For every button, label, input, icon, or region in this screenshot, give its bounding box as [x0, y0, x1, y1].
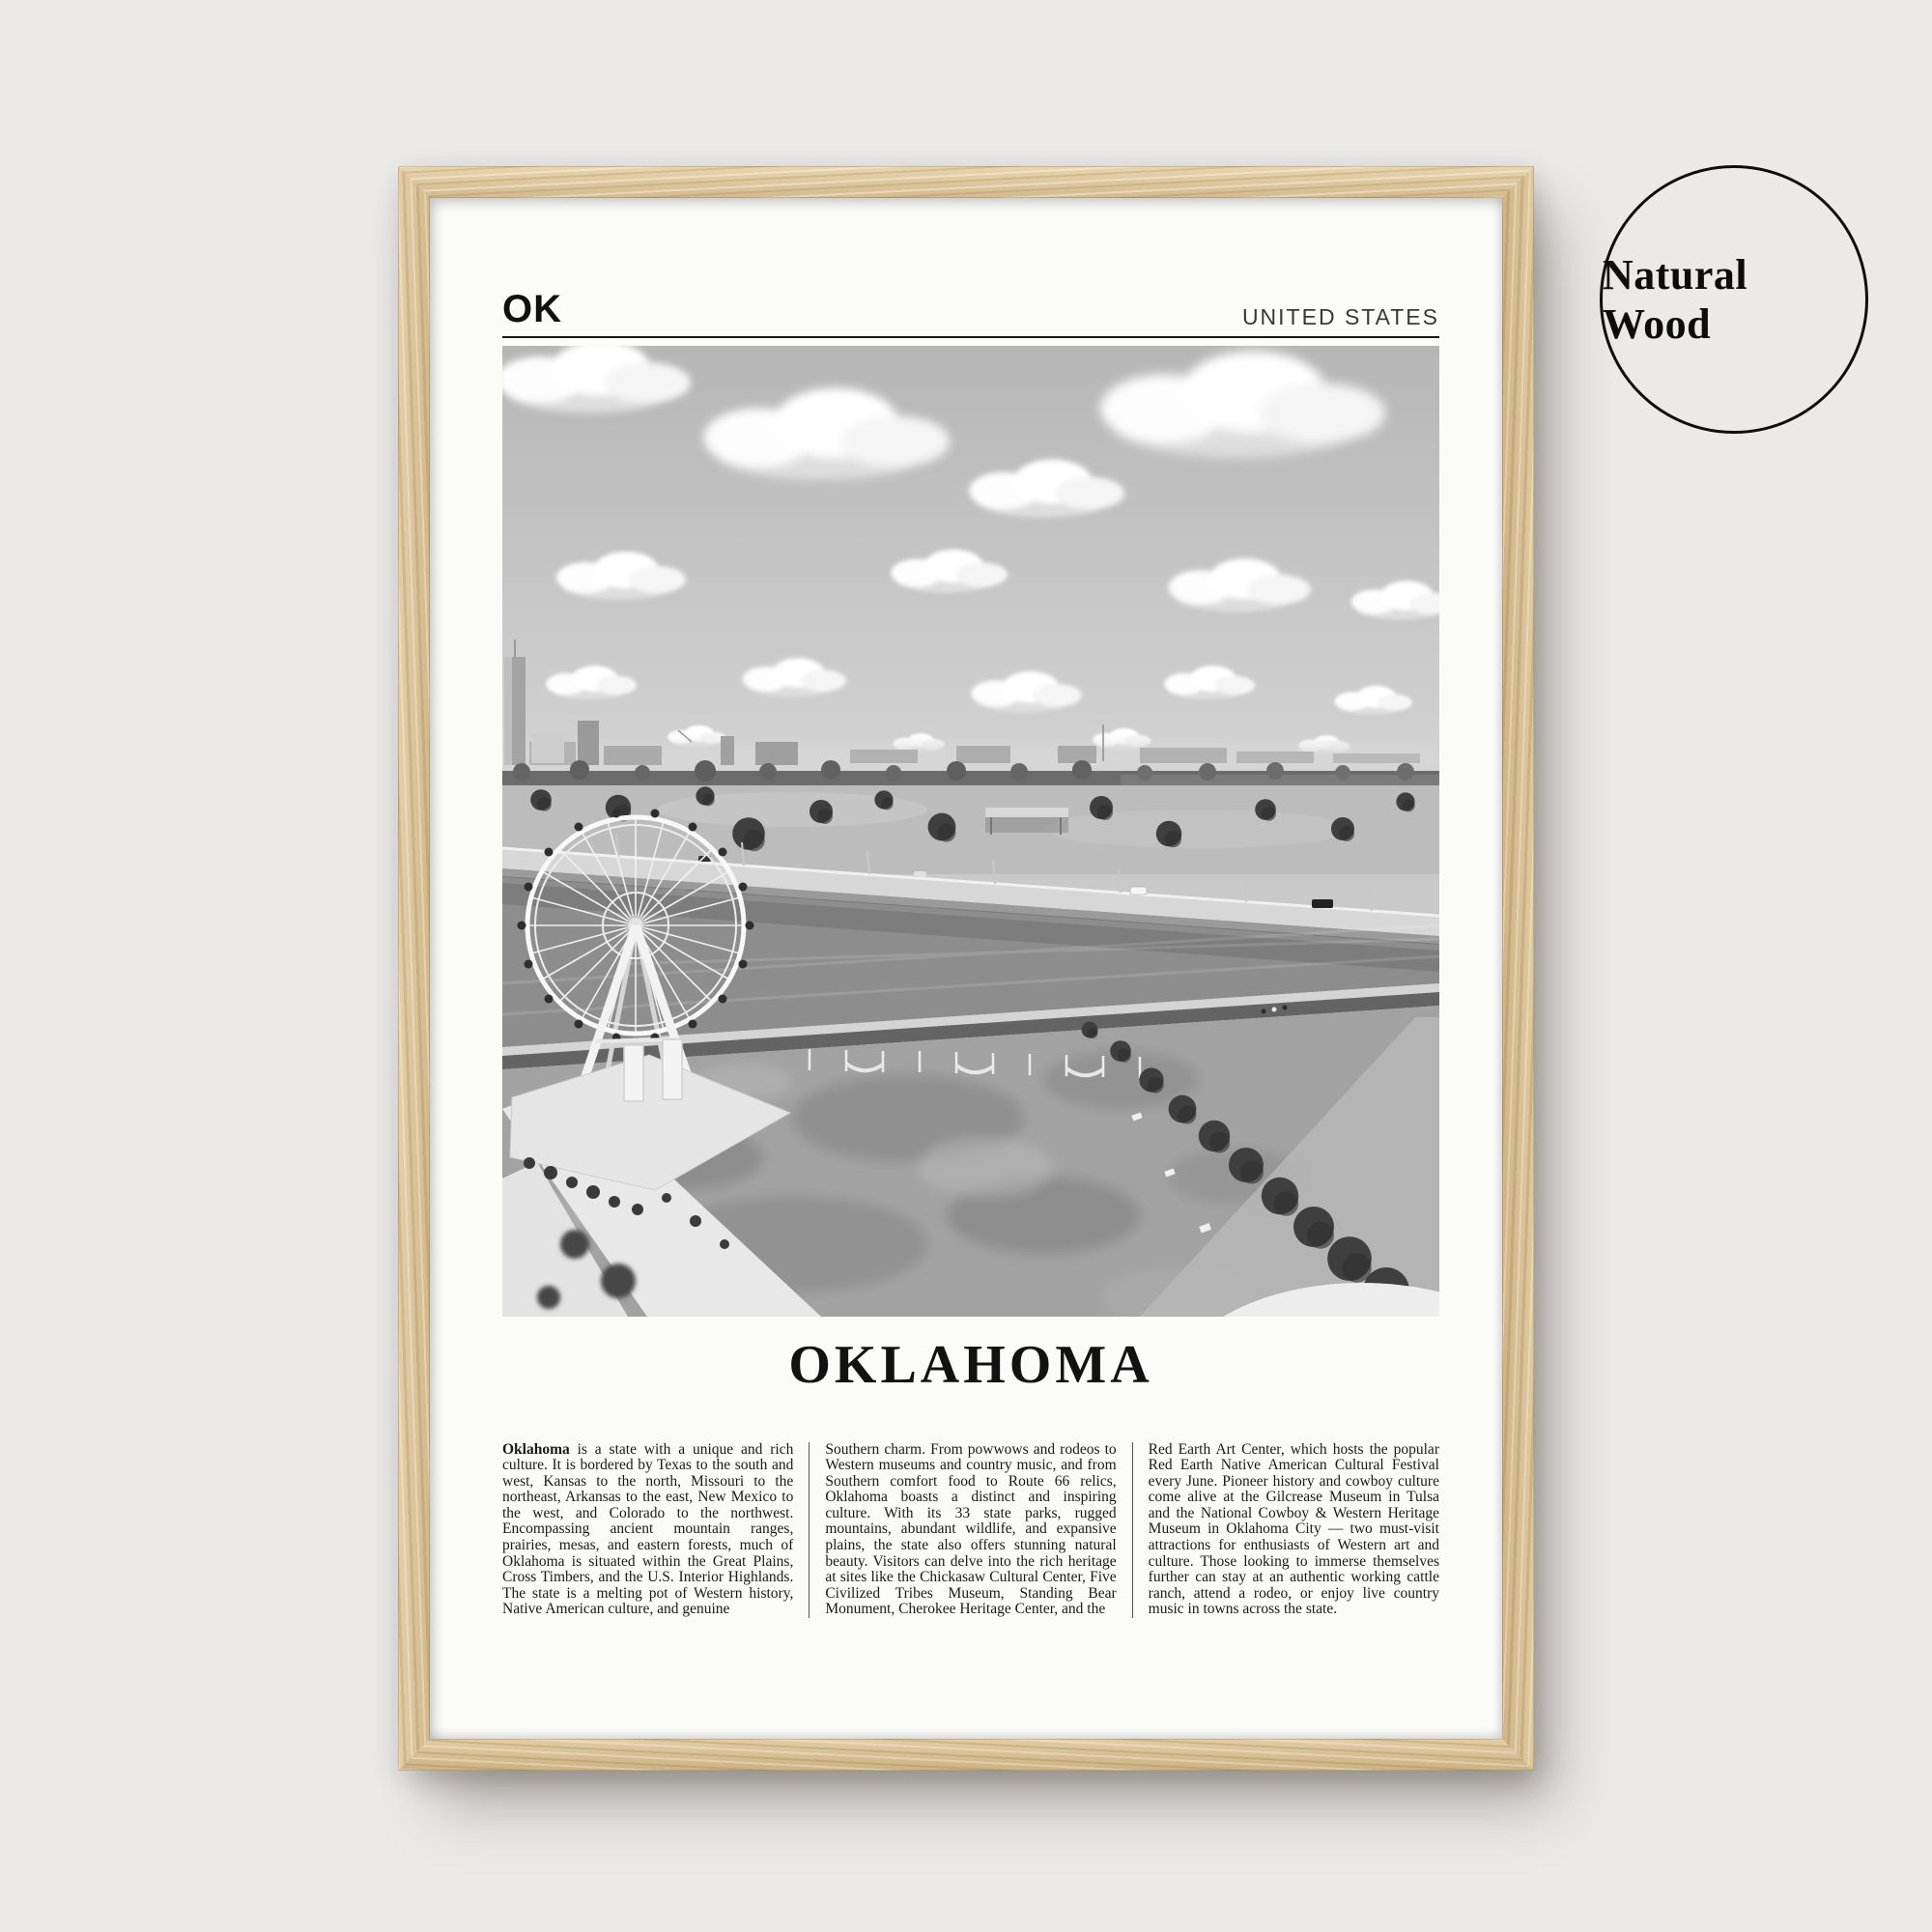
picture-frame [398, 166, 1534, 1771]
poster-body-columns [502, 1427, 1439, 1634]
poster-photo [502, 346, 1439, 1317]
sky-clouds [502, 346, 1439, 781]
frame-wood-right [1502, 166, 1534, 1771]
body-column-2 [809, 1442, 1132, 1619]
column-1-text: is a state with a unique and rich culture. It is bordered by Texas to the south and west, Kansas to the north, Missouri to the northeast, Arkansas to the east, New Mexico to the west, and Colorado to the northwest. Encompassing ancient mountain ranges, prairies, mesas, and eastern forests, much of Oklahoma is situated within the Great Plains, Cross Timbers, and the U.S. Interior Highlands. The state is a melting pot of Western history, Native American culture, and genuine [502, 1440, 794, 1618]
poster-content [502, 290, 1439, 1634]
frame-wood-bottom [398, 1739, 1534, 1771]
poster-sheet [430, 198, 1502, 1739]
badge-label: Natural Wood [1603, 251, 1748, 348]
column-2-text: Southern charm. From powwows and rodeos to Western museums and country music, and from Southern comfort food to Route 66 relics, Oklahoma boasts a distinct and inspiring culture. With its 33 state parks, rugged mountains, abundant wildlife, and expansive plains, the state also offers stunning natural beauty. Visitors can delve into the rich heritage at sites like the Chickasaw Cultural Center, Five Civilized Tribes Museum, Standing Bear Monument, Cherokee Heritage Center, and the [825, 1440, 1117, 1618]
body-column-1 [502, 1442, 809, 1619]
oklahoma-city-photo [502, 346, 1439, 1317]
poster-title: OKLAHOMA [788, 1335, 1153, 1395]
natural-wood-badge [1600, 165, 1868, 434]
lead-word: Oklahoma [502, 1440, 570, 1458]
column-3-text: Red Earth Art Center, which hosts the popular Red Earth Native American Cultural Festival every June. Pioneer history and cowboy culture come alive at the Gilcrease Museum in Tulsa and the National Cowboy & Western Heritage Museum in Oklahoma City — two must-visit attractions for enthusiasts of Western art and culture. Those looking to immerse themselves further can stay at an authentic working cattle ranch, attend a rodeo, or enjoy live country music in towns across the state. [1148, 1440, 1439, 1618]
frame-wood-left [398, 166, 430, 1771]
frame-wood-top [398, 166, 1534, 198]
state-code: OK [502, 288, 562, 330]
body-column-3 [1133, 1442, 1439, 1619]
poster-header [502, 290, 1439, 338]
country-label: UNITED STATES [1241, 304, 1439, 329]
